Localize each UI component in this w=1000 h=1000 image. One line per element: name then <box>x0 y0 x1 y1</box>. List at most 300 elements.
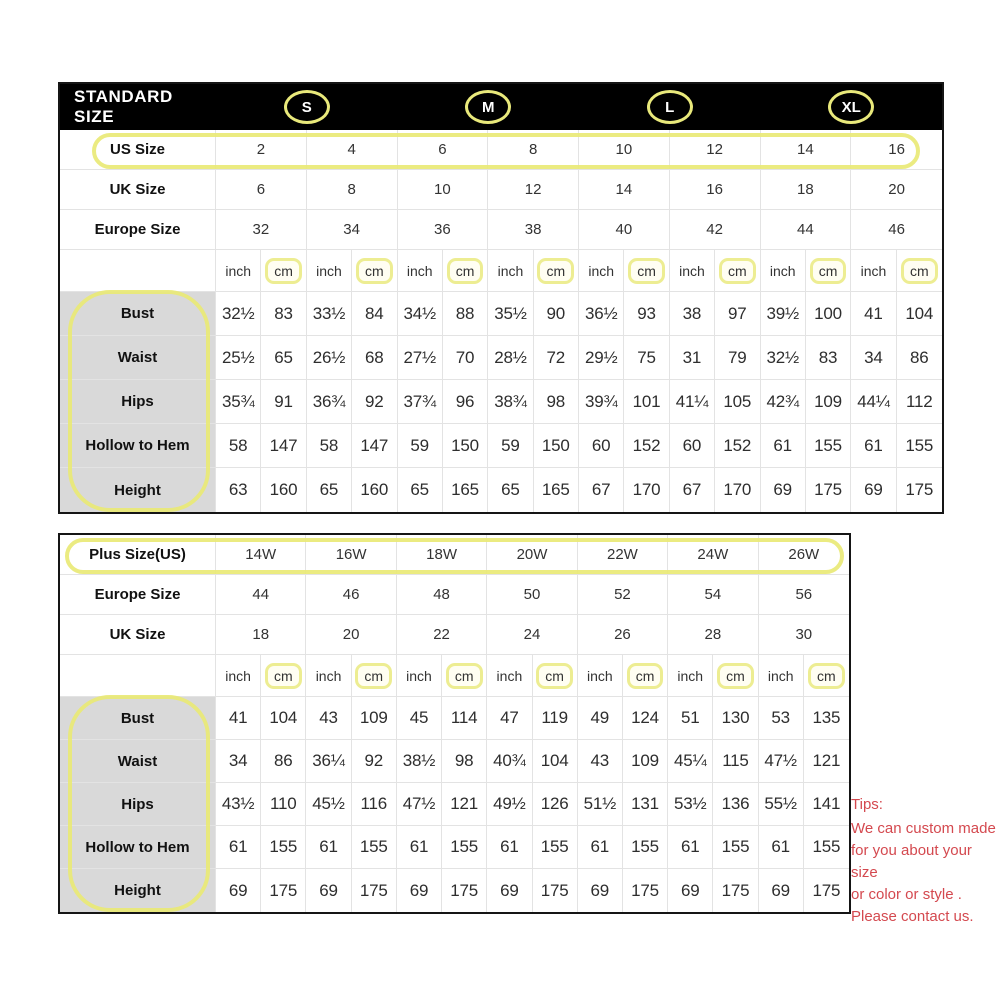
size-value: 52 <box>578 575 668 615</box>
size-value: 14 <box>761 130 852 170</box>
cm-unit-cell <box>352 250 397 292</box>
measure-value: 60 <box>579 424 624 468</box>
inch-unit-label: inch <box>767 667 794 684</box>
inch-unit-cell <box>487 655 532 697</box>
hollow-to-hem-label: Hollow to Hem <box>60 826 216 869</box>
measure-value: 69 <box>216 869 261 912</box>
measure-value: 170 <box>624 468 669 512</box>
measure-value: 61 <box>759 826 804 869</box>
size-group-labels <box>216 90 942 124</box>
inch-unit-cell <box>670 250 715 292</box>
size-value: 26 <box>578 615 668 655</box>
size-value: 6 <box>216 170 307 210</box>
measure-value: 75 <box>624 336 669 380</box>
plus-size-table-body <box>60 535 849 912</box>
measure-value: 175 <box>623 869 668 912</box>
cm-highlight-box: cm <box>265 258 302 284</box>
standard-size-title: STANDARD SIZE <box>74 87 173 126</box>
measure-value: 43 <box>306 697 351 740</box>
measure-value: 47 <box>487 697 532 740</box>
measure-value: 58 <box>307 424 352 468</box>
cm-highlight-box: cm <box>537 258 574 284</box>
size-value: 54 <box>668 575 758 615</box>
size-value: 50 <box>487 575 577 615</box>
measure-value: 68 <box>352 336 397 380</box>
tips-line: Please contact us. <box>851 908 974 925</box>
measure-value: 27½ <box>398 336 443 380</box>
measure-value: 109 <box>623 740 668 783</box>
measure-value: 131 <box>623 783 668 826</box>
measure-value: 150 <box>534 424 579 468</box>
cm-highlight-box: cm <box>536 663 573 689</box>
measure-value: 61 <box>397 826 442 869</box>
measure-value: 61 <box>306 826 351 869</box>
cm-highlight-box: cm <box>355 663 392 689</box>
measure-row-height <box>60 468 942 512</box>
measure-row-height <box>60 869 849 912</box>
measure-value: 41¼ <box>670 380 715 424</box>
measure-value: 155 <box>533 826 578 869</box>
inch-unit-label: inch <box>406 667 432 684</box>
measure-value: 155 <box>442 826 487 869</box>
size-value: 46 <box>851 210 942 250</box>
inch-unit-cell <box>578 655 623 697</box>
measure-value: 35¾ <box>216 380 261 424</box>
size-value: 46 <box>306 575 396 615</box>
measure-value: 126 <box>533 783 578 826</box>
europe-size-label: Europe Size <box>60 575 216 615</box>
measure-value: 61 <box>487 826 532 869</box>
measure-value: 175 <box>806 468 851 512</box>
measure-value: 135 <box>804 697 849 740</box>
measure-value: 155 <box>623 826 668 869</box>
measure-value: 110 <box>261 783 306 826</box>
measure-value: 69 <box>761 468 806 512</box>
size-value: 6 <box>398 130 489 170</box>
standard-size-table <box>58 82 944 514</box>
size-row-europe-size <box>60 210 942 250</box>
plus-size-table <box>58 533 851 914</box>
measure-value: 86 <box>261 740 306 783</box>
height-label: Height <box>60 468 216 512</box>
measure-value: 165 <box>443 468 488 512</box>
tips-title: Tips: <box>851 796 883 813</box>
tips-lines <box>851 818 999 928</box>
cm-highlight-box: cm <box>810 258 847 284</box>
unit-row <box>60 655 849 697</box>
cm-unit-cell <box>261 250 306 292</box>
inch-unit-cell <box>216 250 261 292</box>
cm-unit-cell <box>897 250 942 292</box>
measure-value: 53½ <box>668 783 713 826</box>
measure-value: 60 <box>670 424 715 468</box>
measure-value: 28½ <box>488 336 533 380</box>
measure-value: 31 <box>670 336 715 380</box>
measure-value: 83 <box>261 292 306 336</box>
size-value: 18W <box>397 535 487 575</box>
unit-row <box>60 250 942 292</box>
bust-label: Bust <box>60 292 216 336</box>
measure-value: 65 <box>307 468 352 512</box>
measure-value: 72 <box>534 336 579 380</box>
plus-size-us-label: Plus Size(US) <box>60 535 216 575</box>
inch-unit-label: inch <box>588 262 615 279</box>
measure-value: 175 <box>261 869 306 912</box>
cm-unit-cell <box>623 655 668 697</box>
measure-value: 92 <box>352 380 397 424</box>
measure-value: 155 <box>713 826 758 869</box>
unit-row-spacer <box>60 250 216 292</box>
measure-value: 147 <box>261 424 306 468</box>
measure-value: 115 <box>713 740 758 783</box>
bust-label: Bust <box>60 697 216 740</box>
measure-value: 58 <box>216 424 261 468</box>
size-value: 40 <box>579 210 670 250</box>
measure-value: 116 <box>352 783 397 826</box>
measure-value: 26½ <box>307 336 352 380</box>
measure-value: 61 <box>851 424 896 468</box>
measure-value: 165 <box>534 468 579 512</box>
size-value: 16 <box>851 130 942 170</box>
uk-size-label: UK Size <box>60 615 216 655</box>
measure-row-hips <box>60 783 849 826</box>
measure-value: 141 <box>804 783 849 826</box>
size-value: 24 <box>487 615 577 655</box>
inch-unit-label: inch <box>860 262 887 279</box>
inch-unit-cell <box>306 655 351 697</box>
measure-value: 41 <box>216 697 261 740</box>
size-value: 26W <box>759 535 849 575</box>
inch-unit-cell <box>397 655 442 697</box>
size-value: 56 <box>759 575 849 615</box>
hips-label: Hips <box>60 380 216 424</box>
measure-value: 101 <box>624 380 669 424</box>
inch-unit-cell <box>216 655 261 697</box>
measure-value: 61 <box>668 826 713 869</box>
size-value: 36 <box>398 210 489 250</box>
measure-value: 104 <box>897 292 942 336</box>
measure-value: 175 <box>442 869 487 912</box>
measure-value: 49 <box>578 697 623 740</box>
measure-row-hips <box>60 380 942 424</box>
measure-value: 84 <box>352 292 397 336</box>
size-value: 22W <box>578 535 668 575</box>
size-value: 20 <box>306 615 396 655</box>
hips-label: Hips <box>60 783 216 826</box>
measure-value: 175 <box>812 880 841 900</box>
size-row-us-size <box>60 130 942 170</box>
measure-value: 136 <box>713 783 758 826</box>
measure-value: 155 <box>804 826 849 869</box>
measure-value: 124 <box>623 697 668 740</box>
measure-value: 69 <box>668 869 713 912</box>
height-label: Height <box>60 869 216 912</box>
measure-value: 175 <box>533 869 578 912</box>
standard-size-header-bar <box>60 84 942 130</box>
inch-unit-label: inch <box>679 262 705 279</box>
measure-value: 152 <box>715 424 760 468</box>
measure-row-waist <box>60 740 849 783</box>
measure-value: 39¾ <box>579 380 624 424</box>
measure-value: 121 <box>804 740 849 783</box>
measure-value: 55½ <box>759 783 804 826</box>
inch-unit-label: inch <box>316 262 342 279</box>
measure-value: 32½ <box>216 292 261 336</box>
size-value: 10 <box>579 130 670 170</box>
measure-value: 91 <box>261 380 306 424</box>
cm-unit-cell <box>443 250 488 292</box>
measure-value: 25½ <box>216 336 261 380</box>
measure-value: 41 <box>851 292 896 336</box>
size-value: 32 <box>216 210 307 250</box>
size-value: 44 <box>761 210 852 250</box>
size-value: 14W <box>216 535 306 575</box>
measure-value: 67 <box>670 468 715 512</box>
size-circle-s: S <box>284 90 330 124</box>
inch-unit-label: inch <box>677 667 704 684</box>
measure-value: 105 <box>715 380 760 424</box>
size-value: 10 <box>398 170 489 210</box>
size-value: 14 <box>579 170 670 210</box>
cm-unit-cell <box>713 655 758 697</box>
inch-unit-cell <box>579 250 624 292</box>
measure-value: 40¾ <box>487 740 532 783</box>
size-row-europe-size <box>60 575 849 615</box>
measure-row-waist <box>60 336 942 380</box>
measure-value: 92 <box>352 740 397 783</box>
measure-value: 100 <box>806 292 851 336</box>
measure-value: 70 <box>443 336 488 380</box>
inch-unit-cell <box>398 250 443 292</box>
measure-value: 69 <box>306 869 351 912</box>
cm-highlight-box: cm <box>719 258 756 284</box>
size-value: 42 <box>670 210 761 250</box>
size-value: 8 <box>488 130 579 170</box>
inch-unit-label: inch <box>315 667 342 684</box>
inch-unit-label: inch <box>769 262 796 279</box>
measure-value: 42¾ <box>761 380 806 424</box>
europe-size-label: Europe Size <box>60 210 216 250</box>
inch-unit-cell <box>759 655 804 697</box>
tips-line: We can custom made <box>851 820 996 837</box>
measure-value: 69 <box>578 869 623 912</box>
measure-value: 59 <box>488 424 533 468</box>
measure-value: 43½ <box>216 783 261 826</box>
tips-line: for you about your size <box>851 842 972 881</box>
measure-value: 93 <box>624 292 669 336</box>
measure-value: 86 <box>897 336 942 380</box>
size-value: 48 <box>397 575 487 615</box>
measure-value: 61 <box>578 826 623 869</box>
size-circle-l: L <box>647 90 693 124</box>
measure-value: 98 <box>442 740 487 783</box>
us-size-label: US Size <box>60 130 216 170</box>
measure-value: 150 <box>443 424 488 468</box>
measure-value: 34½ <box>398 292 443 336</box>
size-row-uk-size <box>60 615 849 655</box>
measure-value: 38¾ <box>488 380 533 424</box>
measure-value: 34 <box>216 740 261 783</box>
measure-value: 29½ <box>579 336 624 380</box>
measure-value: 59 <box>398 424 443 468</box>
measure-value: 98 <box>534 380 579 424</box>
size-value: 16 <box>670 170 761 210</box>
cm-highlight-box: cm <box>265 663 302 689</box>
inch-unit-label: inch <box>496 667 523 684</box>
measure-value: 114 <box>442 697 487 740</box>
measure-value: 34 <box>851 336 896 380</box>
measure-value: 121 <box>442 783 487 826</box>
inch-unit-cell <box>488 250 533 292</box>
cm-unit-cell <box>806 250 851 292</box>
cm-highlight-box: cm <box>627 663 664 689</box>
cm-unit-cell <box>624 250 669 292</box>
measure-value: 160 <box>352 468 397 512</box>
measure-value: 36¾ <box>307 380 352 424</box>
measure-value: 44¼ <box>851 380 896 424</box>
measure-row-bust <box>60 292 942 336</box>
measure-row-bust <box>60 697 849 740</box>
size-value: 12 <box>488 170 579 210</box>
cm-highlight-box: cm <box>446 663 483 689</box>
measure-row-hollow-to-hem <box>60 826 849 869</box>
measure-value: 45 <box>397 697 442 740</box>
measure-value: 79 <box>715 336 760 380</box>
size-value: 18 <box>216 615 306 655</box>
measure-value: 69 <box>759 869 804 912</box>
size-row-uk-size <box>60 170 942 210</box>
cm-unit-cell <box>442 655 487 697</box>
measure-value: 67 <box>579 468 624 512</box>
measure-value: 61 <box>216 826 261 869</box>
measure-value: 51½ <box>578 783 623 826</box>
cm-highlight-box: cm <box>356 258 393 284</box>
measure-value: 38 <box>670 292 715 336</box>
measure-value: 53 <box>759 697 804 740</box>
unit-row-spacer <box>60 655 216 697</box>
measure-value: 36¼ <box>306 740 351 783</box>
measure-value: 109 <box>352 697 397 740</box>
measure-value: 152 <box>624 424 669 468</box>
inch-unit-cell <box>307 250 352 292</box>
inch-unit-label: inch <box>225 262 252 279</box>
measure-value: 65 <box>488 468 533 512</box>
size-value: 34 <box>307 210 398 250</box>
measure-value: 155 <box>897 424 942 468</box>
measure-value: 37¾ <box>398 380 443 424</box>
size-value: 44 <box>216 575 306 615</box>
measure-value: 45¼ <box>668 740 713 783</box>
tips-line: or color or style . <box>851 886 962 903</box>
measure-value: 96 <box>443 380 488 424</box>
measure-value: 175 <box>713 869 758 912</box>
size-value: 30 <box>759 615 849 655</box>
cm-highlight-box: cm <box>717 663 754 689</box>
measure-row-hollow-to-hem <box>60 424 942 468</box>
measure-value: 32½ <box>761 336 806 380</box>
size-row-plus-size-us <box>60 535 849 575</box>
measure-value: 43 <box>578 740 623 783</box>
cm-highlight-box: cm <box>628 258 665 284</box>
measure-value: 61 <box>761 424 806 468</box>
size-value: 38 <box>488 210 579 250</box>
waist-label: Waist <box>60 336 216 380</box>
measure-value: 90 <box>534 292 579 336</box>
measure-value: 83 <box>806 336 851 380</box>
inch-unit-cell <box>761 250 806 292</box>
waist-label: Waist <box>60 740 216 783</box>
measure-value: 175 <box>905 480 934 499</box>
inch-unit-label: inch <box>225 667 251 684</box>
measure-value: 97 <box>715 292 760 336</box>
measure-value: 65 <box>398 468 443 512</box>
inch-unit-label: inch <box>586 667 613 684</box>
inch-unit-cell <box>851 250 896 292</box>
standard-size-table-body <box>60 130 942 512</box>
size-value: 20 <box>851 170 942 210</box>
cm-unit-cell <box>804 655 849 697</box>
hollow-to-hem-label: Hollow to Hem <box>60 424 216 468</box>
size-value: 22 <box>397 615 487 655</box>
custom-made-tips <box>851 794 999 928</box>
measure-value: 130 <box>713 697 758 740</box>
size-value: 28 <box>668 615 758 655</box>
measure-value: 109 <box>806 380 851 424</box>
measure-value: 45½ <box>306 783 351 826</box>
cm-unit-cell <box>261 655 306 697</box>
uk-size-label: UK Size <box>60 170 216 210</box>
inch-unit-label: inch <box>406 262 433 279</box>
size-value: 4 <box>307 130 398 170</box>
measure-value: 104 <box>261 697 306 740</box>
size-value: 24W <box>668 535 758 575</box>
measure-value: 155 <box>806 424 851 468</box>
cm-unit-cell <box>533 655 578 697</box>
cm-unit-cell <box>534 250 579 292</box>
inch-unit-label: inch <box>497 262 524 279</box>
inch-unit-cell <box>668 655 713 697</box>
measure-value: 175 <box>352 869 397 912</box>
cm-highlight-box: cm <box>901 258 938 284</box>
size-circle-m: M <box>465 90 511 124</box>
size-value: 16W <box>306 535 396 575</box>
measure-value: 160 <box>261 468 306 512</box>
measure-value: 69 <box>851 468 896 512</box>
cm-highlight-box: cm <box>447 258 484 284</box>
size-value: 12 <box>670 130 761 170</box>
measure-value: 170 <box>715 468 760 512</box>
size-value: 18 <box>761 170 852 210</box>
measure-value: 69 <box>487 869 532 912</box>
cm-highlight-box: cm <box>808 663 845 689</box>
measure-value: 88 <box>443 292 488 336</box>
measure-value: 147 <box>352 424 397 468</box>
measure-value: 155 <box>261 826 306 869</box>
size-value: 20W <box>487 535 577 575</box>
size-value: 2 <box>216 130 307 170</box>
cm-unit-cell <box>352 655 397 697</box>
measure-value: 155 <box>352 826 397 869</box>
measure-value: 112 <box>897 380 942 424</box>
measure-value: 104 <box>533 740 578 783</box>
size-circle-xl: XL <box>828 90 874 124</box>
measure-value: 33½ <box>307 292 352 336</box>
measure-value: 36½ <box>579 292 624 336</box>
measure-value: 119 <box>533 697 578 740</box>
measure-value: 47½ <box>397 783 442 826</box>
measure-value: 49½ <box>487 783 532 826</box>
measure-value: 63 <box>216 468 261 512</box>
